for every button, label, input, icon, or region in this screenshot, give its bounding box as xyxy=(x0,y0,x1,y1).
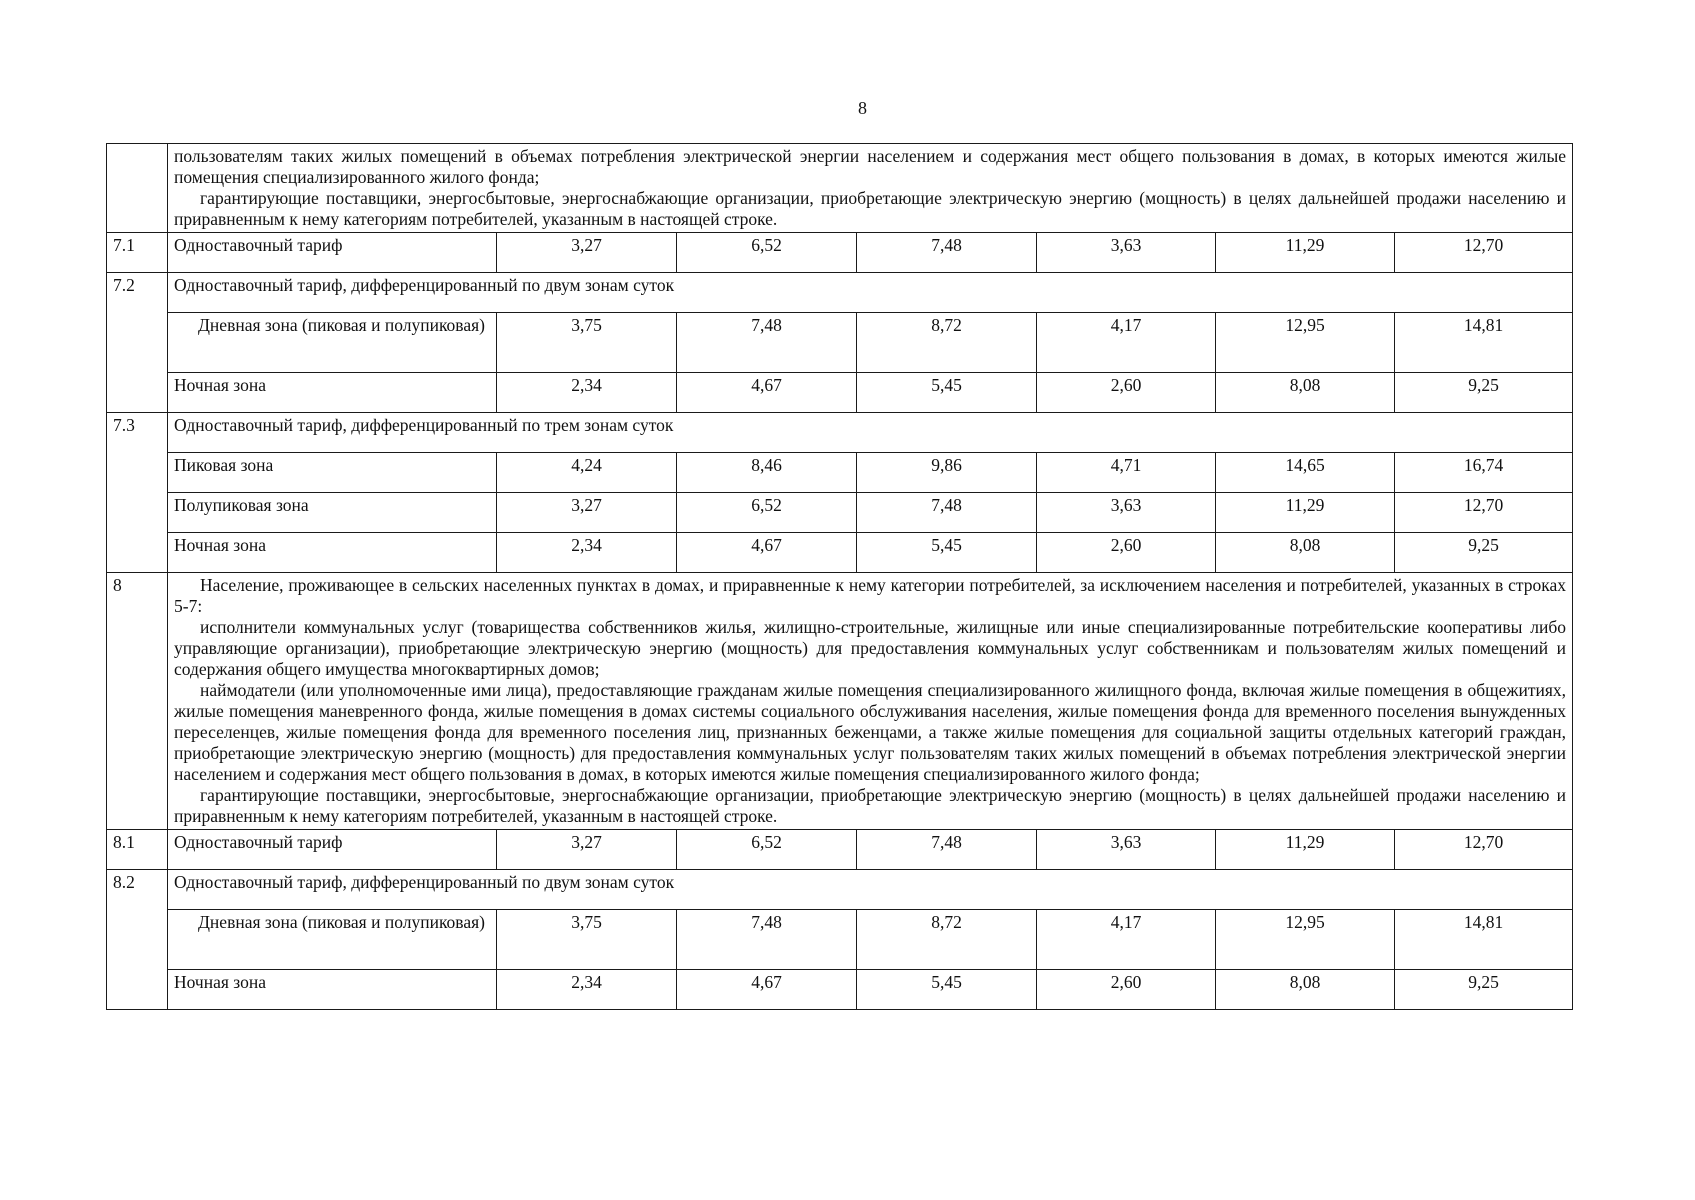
value-cell: 4,67 xyxy=(677,533,857,573)
table-row xyxy=(107,373,1573,413)
row-label: Полупиковая зона xyxy=(168,493,497,533)
value-cell: 3,75 xyxy=(497,910,677,970)
value-cell: 8,72 xyxy=(857,313,1037,373)
table-row xyxy=(107,910,1573,970)
value-cell: 8,08 xyxy=(1216,533,1395,573)
table-row xyxy=(107,273,1573,313)
row-label: Ночная зона xyxy=(168,533,497,573)
table-row xyxy=(107,313,1573,373)
value-cell: 16,74 xyxy=(1395,453,1573,493)
value-cell: 3,63 xyxy=(1037,233,1216,273)
row-label: Ночная зона xyxy=(168,970,497,1010)
value-cell: 2,34 xyxy=(497,533,677,573)
value-cell: 4,67 xyxy=(677,373,857,413)
value-cell: 3,75 xyxy=(497,313,677,373)
value-cell: 3,27 xyxy=(497,493,677,533)
table-row xyxy=(107,870,1573,910)
value-cell: 14,81 xyxy=(1395,313,1573,373)
value-cell: 9,25 xyxy=(1395,970,1573,1010)
value-cell: 5,45 xyxy=(857,533,1037,573)
value-cell: 4,71 xyxy=(1037,453,1216,493)
value-cell: 4,17 xyxy=(1037,910,1216,970)
row-8-description xyxy=(168,573,1573,830)
value-cell: 4,67 xyxy=(677,970,857,1010)
row-number-cell xyxy=(107,144,168,233)
row-label: Одноставочный тариф xyxy=(168,233,497,273)
value-cell: 11,29 xyxy=(1216,830,1395,870)
value-cell: 14,81 xyxy=(1395,910,1573,970)
value-cell: 7,48 xyxy=(677,313,857,373)
value-cell: 2,60 xyxy=(1037,970,1216,1010)
row-label: Дневная зона (пиковая и полупиковая) xyxy=(168,910,497,970)
table-row xyxy=(107,970,1573,1010)
value-cell: 9,25 xyxy=(1395,533,1573,573)
paragraph: Население, проживающее в сельских населенных пунктах в домах, и приравненные к нему категории потребителей, за исключением населения и потребителей, указанных в строках 5-7: xyxy=(174,575,1567,616)
table-row xyxy=(107,533,1573,573)
value-cell: 12,70 xyxy=(1395,493,1573,533)
value-cell: 7,48 xyxy=(857,830,1037,870)
value-cell: 3,27 xyxy=(497,233,677,273)
row-number: 8.2 xyxy=(107,870,168,1010)
value-cell: 6,52 xyxy=(677,233,857,273)
value-cell: 2,34 xyxy=(497,373,677,413)
paragraph: гарантирующие поставщики, энергосбытовые, энергоснабжающие организации, приобретающие электрическую энергию (мощность) в целях дальнейшей продажи населению и приравненным к нему категориям потребителей, указанным в настоящей строке. xyxy=(174,188,1567,229)
value-cell: 2,60 xyxy=(1037,533,1216,573)
row-label: Одноставочный тариф, дифференцированный по двум зонам суток xyxy=(168,273,1573,313)
table-row xyxy=(107,493,1573,533)
row-number: 8.1 xyxy=(107,830,168,870)
value-cell: 2,34 xyxy=(497,970,677,1010)
row-label: Дневная зона (пиковая и полупиковая) xyxy=(168,313,497,373)
table-row xyxy=(107,233,1573,273)
value-cell: 12,95 xyxy=(1216,910,1395,970)
value-cell: 3,63 xyxy=(1037,830,1216,870)
value-cell: 4,24 xyxy=(497,453,677,493)
paragraph: гарантирующие поставщики, энергосбытовые, энергоснабжающие организации, приобретающие электрическую энергию (мощность) в целях дальнейшей продажи населению и приравненным к нему категориям потребителей, указанным в настоящей строке. xyxy=(174,785,1567,826)
row-number: 7.3 xyxy=(107,413,168,573)
value-cell: 12,95 xyxy=(1216,313,1395,373)
value-cell: 11,29 xyxy=(1216,233,1395,273)
value-cell: 5,45 xyxy=(857,373,1037,413)
row-label: Ночная зона xyxy=(168,373,497,413)
value-cell: 9,25 xyxy=(1395,373,1573,413)
value-cell: 4,17 xyxy=(1037,313,1216,373)
paragraph: наймодатели (или уполномоченные ими лица), предоставляющие гражданам жилые помещения специализированного жилищного фонда, включая жилые помещения в общежитиях, жилые помещения маневренного фонда, жилые помещения в домах системы социального обслуживания населения, жилые помещения фонда для временного поселения вынужденных переселенцев, жилые помещения фонда для временного поселения лиц, признанных беженцами, а также жилые помещения для социальной защиты отдельных категорий граждан, приобретающие электрическую энергию (мощность) для предоставления коммунальных услуг пользователям таких жилых помещений в объемах потребления электрической энергии населением и содержания мест общего пользования в домах, в которых имеются жилые помещения специализированного жилого фонда; xyxy=(174,680,1567,784)
row-label: Пиковая зона xyxy=(168,453,497,493)
value-cell: 8,08 xyxy=(1216,970,1395,1010)
value-cell: 8,72 xyxy=(857,910,1037,970)
row-number: 7.2 xyxy=(107,273,168,413)
tariff-table xyxy=(106,143,1573,1010)
value-cell: 3,27 xyxy=(497,830,677,870)
row-label: Одноставочный тариф, дифференцированный по двум зонам суток xyxy=(168,870,1573,910)
row-7-continuation xyxy=(107,144,1573,233)
row-number: 8 xyxy=(107,573,168,830)
value-cell: 7,48 xyxy=(857,493,1037,533)
value-cell: 9,86 xyxy=(857,453,1037,493)
page-number: 8 xyxy=(858,98,867,118)
value-cell: 3,63 xyxy=(1037,493,1216,533)
row-label: Одноставочный тариф, дифференцированный по трем зонам суток xyxy=(168,413,1573,453)
value-cell: 11,29 xyxy=(1216,493,1395,533)
row-7-description xyxy=(168,144,1573,233)
value-cell: 6,52 xyxy=(677,493,857,533)
row-number: 7.1 xyxy=(107,233,168,273)
row-label: Одноставочный тариф xyxy=(168,830,497,870)
value-cell: 6,52 xyxy=(677,830,857,870)
paragraph: пользователям таких жилых помещений в объемах потребления электрической энергии населением и содержания мест общего пользования в домах, в которых имеются жилые помещения специализированного жилого фонда; xyxy=(174,146,1567,187)
value-cell: 8,46 xyxy=(677,453,857,493)
paragraph: исполнители коммунальных услуг (товарищества собственников жилья, жилищно-строительные, жилищные или иные специализированные потребительские кооперативы либо управляющие организации), приобретающие электрическую энергию (мощность) для предоставления коммунальных услуг собственникам и пользователям жилых помещений и содержания общего имущества многоквартирных домов; xyxy=(174,617,1567,679)
value-cell: 7,48 xyxy=(857,233,1037,273)
value-cell: 5,45 xyxy=(857,970,1037,1010)
table-row xyxy=(107,573,1573,830)
table-row xyxy=(107,830,1573,870)
table-row xyxy=(107,413,1573,453)
value-cell: 12,70 xyxy=(1395,233,1573,273)
value-cell: 2,60 xyxy=(1037,373,1216,413)
value-cell: 12,70 xyxy=(1395,830,1573,870)
value-cell: 14,65 xyxy=(1216,453,1395,493)
table-row xyxy=(107,453,1573,493)
value-cell: 8,08 xyxy=(1216,373,1395,413)
value-cell: 7,48 xyxy=(677,910,857,970)
